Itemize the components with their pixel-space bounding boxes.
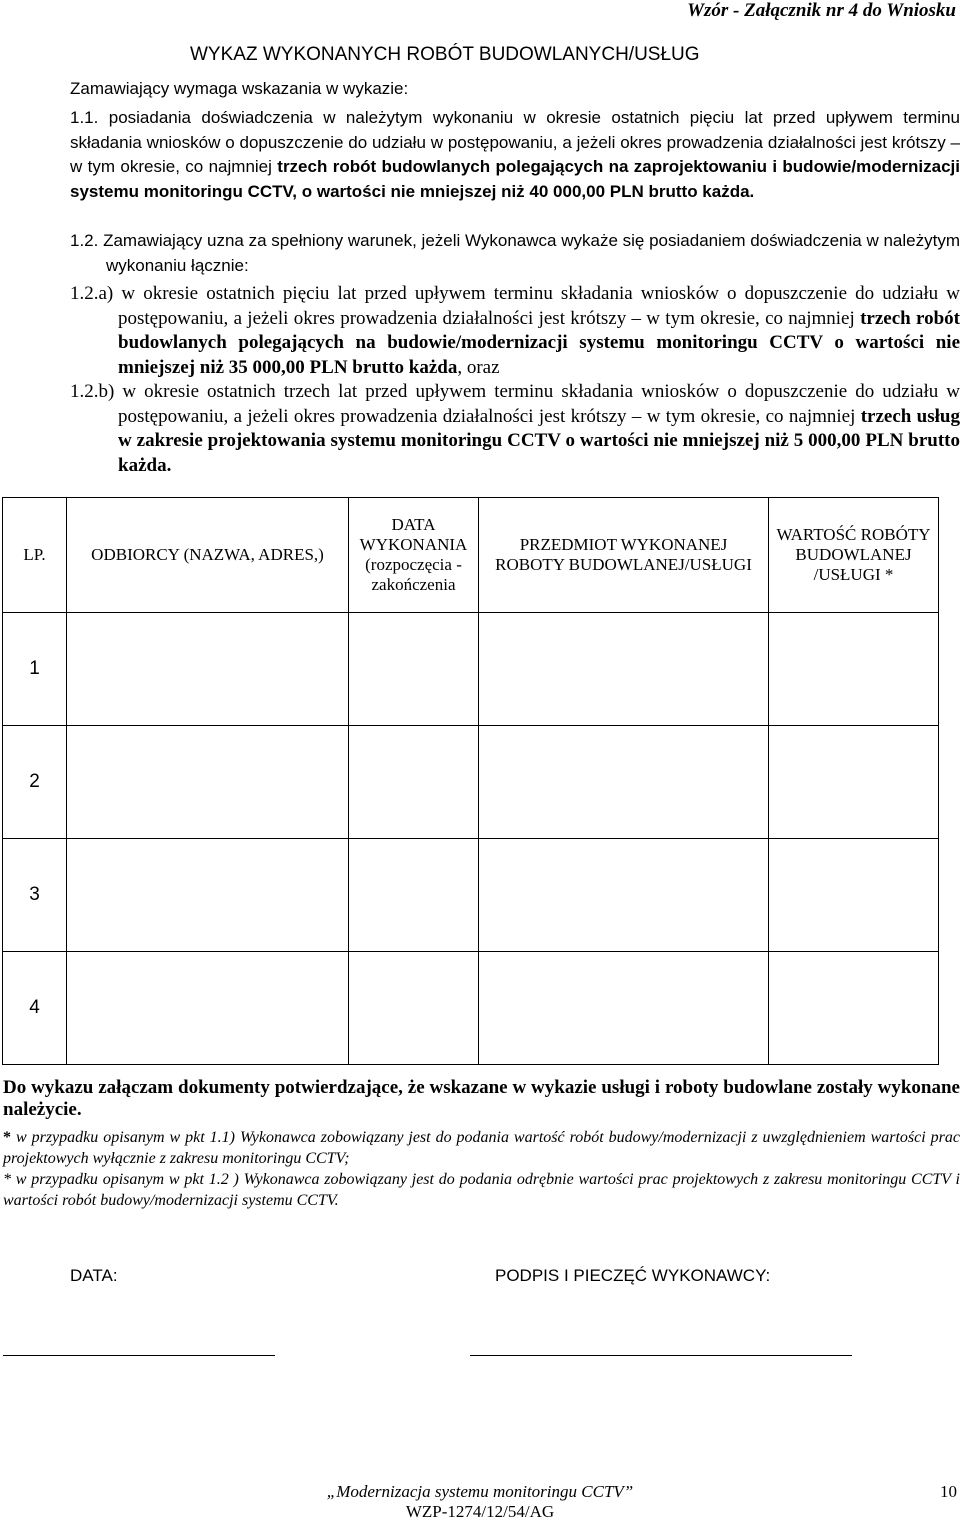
footnote-text: w przypadku opisanym w pkt 1.1) Wykonawca zobowiązany jest do podania wartość robót budowy/modernizacji z uwzględnieniem wartości prac projektowych wyłącznie z zakresu monitoringu CCTV; [3,1129,960,1167]
recipient-cell[interactable] [67,839,349,952]
requirement-1-2-b [70,380,960,478]
requirement-text-tail: , oraz [457,356,500,378]
date-cell[interactable] [349,613,479,726]
attachment-note: Do wykazu załączam dokumenty potwierdzające, że wskazane w wykazie usługi i roboty budowlane zostały wykonane należycie. [3,1077,960,1120]
table-row [3,613,939,726]
subject-cell[interactable] [479,726,769,839]
requirement-text-bold: trzech robót budowlanych polegających na budowie/modernizacji systemu monitoringu CCTV o wartości nie mniejszej niż 35 000,00 PLN brutto każda [118,307,960,378]
table-row [3,839,939,952]
row-number: 3 [3,839,67,952]
reference-number: WZP-1274/12/54/AG [405,1502,555,1521]
footnotes [3,1127,960,1211]
recipient-cell[interactable] [67,726,349,839]
requirement-number: 1.2.a) [70,283,114,304]
value-cell[interactable] [769,613,939,726]
requirement-number: 1.2.b) [70,381,115,402]
page-footer [0,1482,960,1522]
row-number: 1 [3,613,67,726]
header-recipients: ODBIORCY (NAZWA, ADRES,) [67,498,349,613]
works-table [2,497,939,1065]
value-cell[interactable] [769,726,939,839]
page-number: 10 [940,1482,957,1501]
requirement-text: Zamawiający uzna za spełniony warunek, jeżeli Wykonawca wykaże się posiadaniem doświadczenia w należytym wykonaniu łącznie: [98,231,960,275]
header-subject: PRZEDMIOT WYKONANEJ ROBOTY BUDOWLANEJ/USŁUGI [479,498,769,613]
value-cell[interactable] [769,839,939,952]
footnote-2: * w przypadku opisanym w pkt 1.2 ) Wykonawca zobowiązany jest do podania odrębnie wartości prac projektowych z zakresu monitoringu CCTV i wartości robót budowy/modernizacji systemu CCTV. [3,1171,960,1209]
date-cell[interactable] [349,839,479,952]
footnote-1 [3,1127,960,1169]
subject-cell[interactable] [479,613,769,726]
document-title: WYKAZ WYKONANYCH ROBÓT BUDOWLANYCH/USŁUG [190,44,700,65]
subject-cell[interactable] [479,839,769,952]
recipient-cell[interactable] [67,952,349,1065]
requirement-1-2-a [70,282,960,380]
annex-label: Wzór - Załącznik nr 4 do Wniosku [687,0,956,21]
header-lp: LP. [3,498,67,613]
requirement-text-bold: trzech usług w zakresie projektowania systemu monitoringu CCTV o wartości nie mniejszej niż 5 000,00 PLN brutto każda. [118,405,960,476]
date-cell[interactable] [349,952,479,1065]
date-signature-line[interactable] [3,1355,275,1356]
table-row [3,726,939,839]
requirement-text: w okresie ostatnich trzech lat przed upływem terminu składania wniosków o dopuszczenie do udziału w postępowaniu, a jeżeli okres prowadzenia działalności jest krótszy – w tym okresie, co najmniej [114,381,960,427]
row-number: 4 [3,952,67,1065]
recipient-cell[interactable] [67,613,349,726]
table-row [3,952,939,1065]
requirement-number: 1.1. [70,108,99,127]
date-cell[interactable] [349,726,479,839]
value-cell[interactable] [769,952,939,1065]
contractor-signature-line[interactable] [470,1355,852,1356]
project-title: „Modernizacja systemu monitoringu CCTV” [326,1482,634,1501]
intro-text: Zamawiający wymaga wskazania w wykazie: [70,79,409,98]
footnote-star: * [3,1129,11,1146]
requirement-1-1 [70,106,960,204]
requirement-text: posiadania doświadczenia w należytym wykonaniu w okresie ostatnich pięciu lat przed upływem terminu składania wniosków o dopuszczenie do udziału w postępowaniu, a jeżeli okres prowadzenia działalności jest krótszy – w tym okresie, co najmniej [70,108,960,176]
requirement-number: 1.2. [70,231,99,250]
date-label: DATA: [70,1266,118,1285]
subject-cell[interactable] [479,952,769,1065]
header-value: WARTOŚĆ ROBÓTY BUDOWLANEJ /USŁUGI * [769,498,939,613]
requirement-text: w okresie ostatnich pięciu lat przed upływem terminu składania wniosków o dopuszczenie do udziału w postępowaniu, a jeżeli okres prowadzenia działalności jest krótszy – w tym okresie, co najmniej [113,283,960,329]
row-number: 2 [3,726,67,839]
header-execution-date: DATA WYKONANIA (rozpoczęcia - zakończenia [349,498,479,613]
requirement-1-2 [70,229,960,278]
table-header-row [3,498,939,613]
requirement-text-bold: trzech robót budowlanych polegających na zaprojektowaniu i budowie/modernizacji systemu monitoringu CCTV, o wartości nie mniejszej niż 40 000,00 PLN brutto każda. [70,157,960,201]
signature-label: PODPIS I PIECZĘĆ WYKONAWCY: [495,1266,771,1285]
